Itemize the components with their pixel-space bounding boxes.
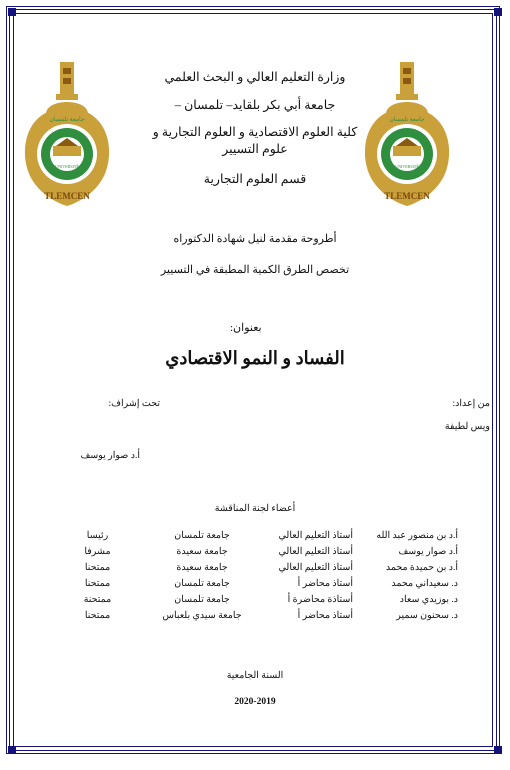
jury-member-role: ممتحنا [84, 578, 111, 589]
corner-ornament-top-right [494, 8, 502, 16]
jury-row [48, 607, 458, 623]
title-label: بعنوان: [230, 322, 262, 334]
logo-center-text-left: UNIVERSITÉ [55, 164, 79, 169]
university-name: جامعة أبي بكر بلقايد– تلمسان – [174, 98, 336, 112]
university-logo-left [16, 58, 118, 208]
jury-member-rank: أستاذ التعليم العالي [278, 530, 353, 541]
jury-table [48, 527, 458, 623]
jury-row [48, 559, 458, 575]
logo-center-text-right: UNIVERSITÉ [395, 164, 419, 169]
jury-member-rank: أستاذ التعليم العالي [278, 546, 353, 557]
jury-member-university: جامعة تلمسان [174, 530, 230, 541]
jury-member-role: مشرفا [84, 546, 111, 557]
jury-member-name: أ.د بن حميدة محمد [385, 562, 458, 573]
jury-row [48, 527, 458, 543]
jury-member-university: جامعة تلمسان [174, 578, 230, 589]
jury-member-role: ممتحنا [84, 562, 111, 573]
jury-member-university: جامعة سعيدة [176, 562, 228, 573]
department-name: قسم العلوم التجارية [203, 172, 307, 186]
jury-member-name: د. بوزيدي سعاد [399, 594, 458, 605]
jury-row [48, 543, 458, 559]
jury-row [48, 575, 458, 591]
jury-member-name: د. سحنون سمير [396, 610, 458, 621]
jury-heading: أعضاء لجنة المناقشة [214, 504, 296, 514]
prepared-by-name: ويس لطيفة [444, 422, 490, 432]
ministry-name: وزارة التعليم العالي و البحث العلمي [164, 70, 346, 84]
supervised-by-label: تحت إشراف: [108, 399, 160, 409]
thesis-specialty: تخصص الطرق الكمية المطبقة في التسيير [160, 264, 350, 276]
university-logo-right [356, 58, 458, 208]
faculty-name-line1: كلية العلوم الاقتصادية و العلوم التجارية و [152, 125, 358, 139]
corner-ornament-bottom-right [494, 746, 502, 754]
logo-ring-text-left: TLEMCEN [44, 191, 90, 201]
jury-member-rank: أستاذ محاضر أ [297, 610, 353, 621]
logo-ring-arabic-right: جامعة تلمسان [389, 117, 425, 123]
jury-member-name: أ.د صوار يوسف [398, 546, 458, 557]
jury-member-role: ممتحنا [84, 610, 111, 621]
faculty-name-line2: علوم التسيير [222, 142, 288, 156]
logo-ring-text-right: TLEMCEN [384, 191, 430, 201]
jury-member-university: جامعة تلمسان [174, 594, 230, 605]
academic-year: 2020-2019 [234, 697, 276, 707]
jury-member-university: جامعة سعيدة [176, 546, 228, 557]
academic-year-label: السنة الجامعية [226, 671, 284, 681]
jury-member-name: أ.د بن منصور عبد الله [376, 530, 458, 541]
jury-member-rank: أستاذ محاضر أ [297, 578, 353, 589]
jury-member-role: رئيسا [86, 530, 109, 541]
jury-member-rank: أستاذ التعليم العالي [278, 562, 353, 573]
jury-member-role: ممتحنة [83, 594, 112, 605]
corner-ornament-top-left [8, 8, 16, 16]
logo-ring-arabic-left: جامعة تلمسان [49, 117, 85, 123]
prepared-by-label: من إعداد: [452, 399, 490, 409]
corner-ornament-bottom-left [8, 746, 16, 754]
jury-member-university: جامعة سيدي بلعباس [162, 610, 242, 621]
supervisor-name: أ.د صوار يوسف [80, 451, 140, 461]
thesis-title: الفساد و النمو الاقتصادي [165, 348, 345, 368]
jury-member-rank: أستاذة محاضرة أ [287, 594, 353, 605]
thesis-purpose: أطروحة مقدمة لنيل شهادة الدكتوراه [173, 233, 337, 245]
jury-member-name: د. سعيداني محمد [391, 578, 458, 589]
jury-row [48, 591, 458, 607]
